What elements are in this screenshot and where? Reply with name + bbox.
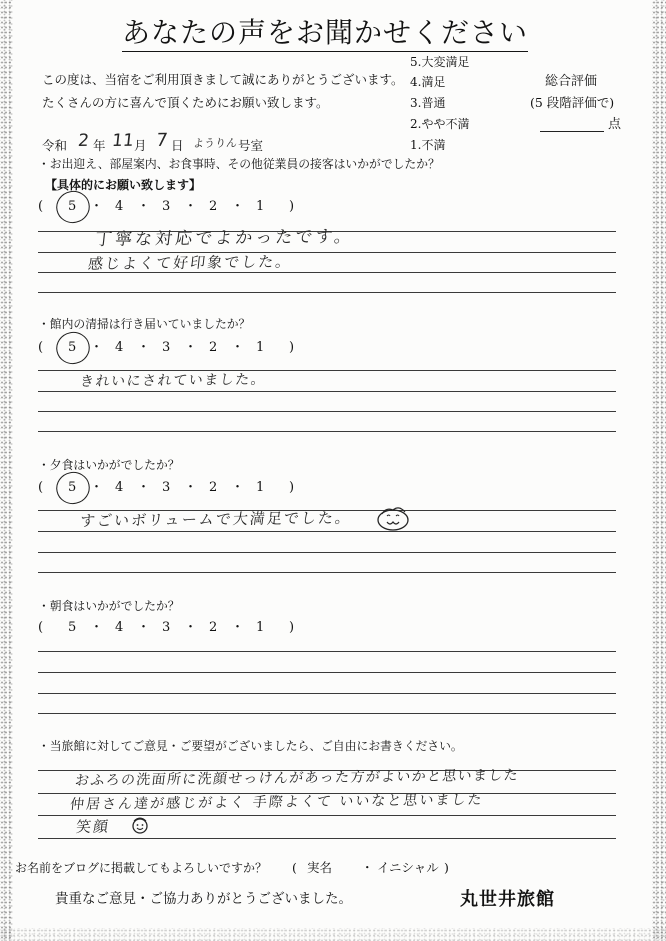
- selected-rating-circle: [53, 329, 93, 367]
- scale-separator: ・: [137, 620, 151, 635]
- form-title: あなたの声をお聞かせください: [122, 19, 528, 52]
- legend-item: 3.普通: [410, 96, 446, 110]
- date-year-handwritten: 2: [76, 130, 91, 151]
- ruled-line: [38, 713, 616, 714]
- question-text: ・朝食はいかがでしたか？: [38, 599, 180, 613]
- scale-close-paren: ): [289, 199, 295, 214]
- scale-open-paren: (: [38, 480, 44, 495]
- ruled-line: [38, 552, 616, 553]
- handwritten-answer: 感じよくて好印象でした。: [87, 252, 294, 273]
- overall-note: (5 段階評価で): [530, 95, 615, 110]
- scale-separator: ・: [90, 480, 104, 495]
- scale-value-1: 1: [256, 620, 265, 635]
- scale-value-5: 5: [68, 340, 77, 355]
- scale-value-5: 5: [68, 620, 77, 635]
- question-text: ・お出迎え、部屋案内、お食事時、その他従業員の接客はいかがでしたか？: [38, 157, 440, 171]
- ruled-line: [38, 651, 616, 652]
- rating-scale: [38, 481, 300, 497]
- scale-value-5: 5: [68, 480, 77, 495]
- legend-item: 5.大変満足: [410, 55, 470, 69]
- date-month-unit: 月: [134, 138, 147, 153]
- scale-value-1: 1: [256, 340, 265, 355]
- handwritten-comment: おふろの洗面所に洗顔せっけんがあった方がよいかと思いました: [74, 767, 520, 789]
- scale-separator: ・: [231, 620, 245, 635]
- scale-close-paren: ): [289, 620, 295, 635]
- scale-value-4: 4: [115, 480, 124, 495]
- intro-line-1: この度は、当宿をご利用頂きまして誠にありがとうございます。: [42, 72, 404, 87]
- scan-edge-left: [0, 0, 13, 941]
- thanks-message: 貴重なご意見・ご協力ありがとうございました。: [55, 891, 352, 907]
- date-era: 令和: [42, 138, 68, 153]
- scale-close-paren: ): [289, 480, 295, 495]
- ruled-line: [38, 672, 616, 673]
- handwritten-comment: 笑顔: [75, 817, 112, 836]
- date-year-unit: 年: [93, 138, 106, 153]
- blog-option-separator: ・: [361, 860, 374, 875]
- rating-scale: [38, 200, 300, 216]
- scale-separator: ・: [137, 480, 151, 495]
- smiley-face-icon: [374, 505, 412, 533]
- ruled-line: [38, 292, 616, 293]
- question-text: ・夕食はいかがでしたか？: [38, 458, 180, 472]
- selected-rating-circle: [53, 469, 93, 507]
- scale-open-paren: (: [38, 199, 44, 214]
- scale-value-2: 2: [209, 340, 218, 355]
- scale-separator: ・: [90, 620, 104, 635]
- handwritten-comment: 仲居さん達が感じがよく 手際よくて いいなと思いました: [69, 791, 485, 813]
- scale-separator: ・: [137, 199, 151, 214]
- scale-value-3: 3: [162, 480, 171, 495]
- rating-scale: [38, 341, 300, 357]
- handwritten-answer: 丁寧な対応でよかったです。: [93, 226, 356, 250]
- ruled-line: [38, 411, 616, 412]
- ryokan-name: 丸世井旅館: [460, 889, 555, 910]
- blog-option-real-name: 実名: [307, 860, 333, 875]
- overall-label: 総合評価: [545, 74, 598, 89]
- intro-line-2: たくさんの方に喜んで頂くためにお願い致します。: [42, 95, 329, 110]
- scale-value-2: 2: [209, 199, 218, 214]
- handwritten-answer: すごいボリュームで大満足でした。: [79, 508, 353, 530]
- overall-unit: 点: [608, 117, 622, 132]
- rating-scale: [38, 621, 300, 637]
- overall-score-blank: [540, 131, 604, 132]
- ruled-line: [38, 252, 616, 253]
- scale-close-paren: ): [289, 340, 295, 355]
- blog-question: お名前をブログに掲載してもよろしいですか？: [15, 861, 268, 875]
- blog-option-initials: イニシャル: [377, 860, 439, 875]
- ruled-line: [38, 693, 616, 694]
- blog-close-paren: ): [444, 860, 449, 875]
- room-name-handwritten: ようりん: [192, 136, 238, 150]
- legend-item: 1.不満: [410, 138, 446, 152]
- scale-value-4: 4: [115, 340, 124, 355]
- scale-value-4: 4: [115, 199, 124, 214]
- legend-item: 4.満足: [410, 75, 446, 89]
- ruled-line: [38, 391, 616, 392]
- question-note: 【具体的にお願い致します】: [45, 178, 202, 192]
- ruled-line: [38, 572, 616, 573]
- scale-value-1: 1: [256, 480, 265, 495]
- scale-open-paren: (: [38, 620, 44, 635]
- scale-value-3: 3: [162, 340, 171, 355]
- scale-separator: ・: [184, 620, 198, 635]
- scale-value-4: 4: [115, 620, 124, 635]
- ruled-line: [38, 838, 616, 839]
- date-day-unit: 日: [171, 138, 184, 153]
- scale-separator: ・: [231, 480, 245, 495]
- ruled-line: [38, 370, 616, 371]
- scale-value-2: 2: [209, 480, 218, 495]
- scale-separator: ・: [90, 340, 104, 355]
- handwritten-answer: きれいにされていました。: [79, 371, 268, 390]
- scan-edge-bottom: [0, 928, 666, 941]
- question-text: ・当旅館に対してご意見・ご要望がございましたら、ご自由にお書きください。: [38, 739, 463, 753]
- scale-value-3: 3: [162, 199, 171, 214]
- scale-separator: ・: [184, 340, 198, 355]
- scale-separator: ・: [184, 199, 198, 214]
- scale-value-5: 5: [68, 199, 77, 214]
- scale-separator: ・: [231, 199, 245, 214]
- date-month-handwritten: 11: [110, 130, 135, 151]
- date-day-handwritten: 7: [154, 129, 169, 151]
- scale-value-3: 3: [162, 620, 171, 635]
- scan-edge-right: [652, 0, 666, 941]
- ruled-line: [38, 815, 616, 816]
- scale-separator: ・: [231, 340, 245, 355]
- ruled-line: [38, 531, 616, 532]
- selected-rating-circle: [53, 188, 93, 226]
- smiley-face-icon: [128, 815, 152, 835]
- blog-open-paren: (: [292, 860, 297, 875]
- legend-item: 2.やや不満: [410, 117, 470, 131]
- scale-separator: ・: [184, 480, 198, 495]
- scale-open-paren: (: [38, 340, 44, 355]
- room-unit: 号室: [238, 138, 264, 153]
- scale-value-2: 2: [209, 620, 218, 635]
- scale-separator: ・: [137, 340, 151, 355]
- scale-separator: ・: [90, 199, 104, 214]
- scale-value-1: 1: [256, 199, 265, 214]
- question-text: ・館内の清掃は行き届いていましたか？: [38, 317, 251, 331]
- ruled-line: [38, 431, 616, 432]
